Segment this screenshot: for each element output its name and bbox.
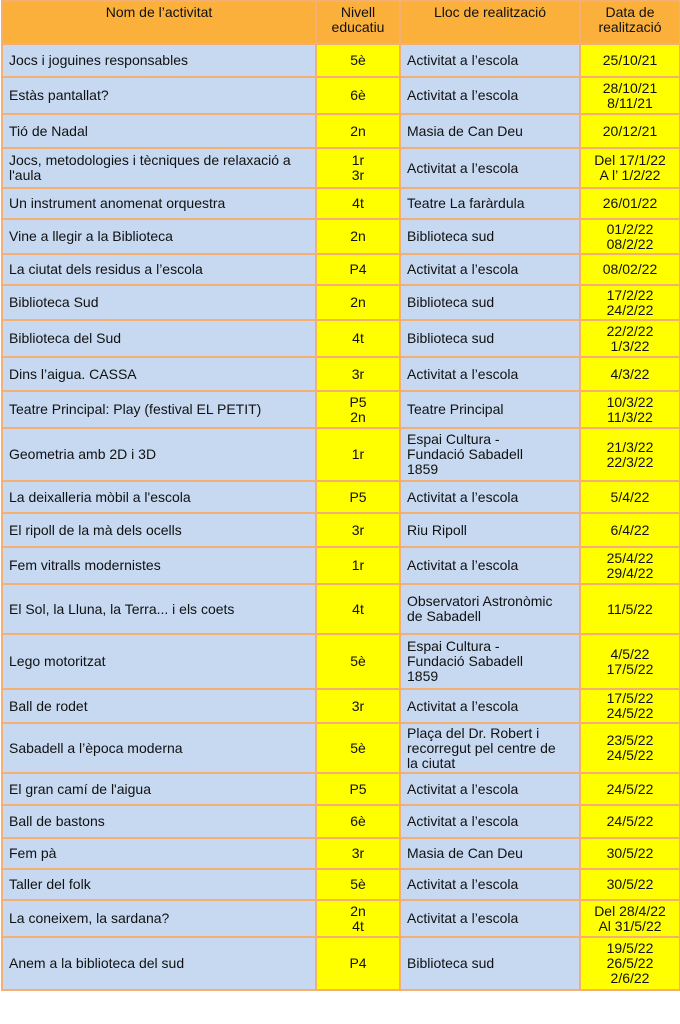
educational-level-cell: 4t xyxy=(316,320,400,357)
table-row xyxy=(2,254,680,285)
date-cell: 23/5/22 24/5/22 xyxy=(580,723,680,773)
location-cell: Activitat a l’escola xyxy=(400,689,580,723)
header-activity-name: Nom de l’activitat xyxy=(2,1,316,44)
table-row xyxy=(2,77,680,114)
activity-name-cell: Un instrument anomenat orquestra xyxy=(2,188,316,219)
location-cell: Biblioteca sud xyxy=(400,937,580,990)
activity-name-cell: Biblioteca Sud xyxy=(2,285,316,320)
educational-level-cell: P5 2n xyxy=(316,391,400,428)
educational-level-cell: 3r xyxy=(316,689,400,723)
date-cell: 22/2/22 1/3/22 xyxy=(580,320,680,357)
location-cell: Activitat a l’escola xyxy=(400,805,580,838)
date-cell: 4/5/22 17/5/22 xyxy=(580,634,680,689)
activity-name-cell: Fem pà xyxy=(2,838,316,869)
location-cell: Activitat a l’escola xyxy=(400,773,580,805)
activity-name-cell: La coneixem, la sardana? xyxy=(2,900,316,937)
activity-name-cell: Jocs, metodologies i tècniques de relaxació a l'aula xyxy=(2,148,316,188)
location-cell: Activitat a l’escola xyxy=(400,869,580,900)
activities-table xyxy=(1,0,680,991)
date-cell: 30/5/22 xyxy=(580,869,680,900)
educational-level-cell: 6è xyxy=(316,805,400,838)
educational-level-cell: P4 xyxy=(316,937,400,990)
educational-level-cell: 5è xyxy=(316,723,400,773)
date-cell: 20/12/21 xyxy=(580,114,680,148)
location-cell: Masia de Can Deu xyxy=(400,838,580,869)
educational-level-cell: 1r xyxy=(316,547,400,584)
table-row xyxy=(2,805,680,838)
location-cell: Riu Ripoll xyxy=(400,513,580,547)
table-row xyxy=(2,937,680,990)
activity-name-cell: Geometria amb 2D i 3D xyxy=(2,428,316,481)
educational-level-cell: 2n 4t xyxy=(316,900,400,937)
activity-name-cell: El ripoll de la mà dels ocells xyxy=(2,513,316,547)
table-row xyxy=(2,114,680,148)
date-cell: 28/10/21 8/11/21 xyxy=(580,77,680,114)
date-cell: 17/2/22 24/2/22 xyxy=(580,285,680,320)
date-cell: Del 17/1/22 A l’ 1/2/22 xyxy=(580,148,680,188)
activity-name-cell: La ciutat dels residus a l’escola xyxy=(2,254,316,285)
educational-level-cell: 4t xyxy=(316,584,400,634)
activity-name-cell: Biblioteca del Sud xyxy=(2,320,316,357)
table-row xyxy=(2,320,680,357)
location-cell: Activitat a l’escola xyxy=(400,547,580,584)
date-cell: 11/5/22 xyxy=(580,584,680,634)
educational-level-cell: 6è xyxy=(316,77,400,114)
location-cell: Activitat a l’escola xyxy=(400,254,580,285)
date-cell: Del 28/4/22 Al 31/5/22 xyxy=(580,900,680,937)
activity-name-cell: Sabadell a l’època moderna xyxy=(2,723,316,773)
activity-name-cell: La deixalleria mòbil a l'escola xyxy=(2,481,316,513)
activity-name-cell: Vine a llegir a la Biblioteca xyxy=(2,219,316,254)
activity-name-cell: Ball de bastons xyxy=(2,805,316,838)
date-cell: 26/01/22 xyxy=(580,188,680,219)
date-cell: 30/5/22 xyxy=(580,838,680,869)
location-cell: Observatori Astronòmic de Sabadell xyxy=(400,584,580,634)
educational-level-cell: 3r xyxy=(316,357,400,391)
location-cell: Plaça del Dr. Robert i recorregut pel centre de la ciutat xyxy=(400,723,580,773)
activity-name-cell: El Sol, la Lluna, la Terra... i els coets xyxy=(2,584,316,634)
location-cell: Activitat a l’escola xyxy=(400,44,580,77)
location-cell: Espai Cultura - Fundació Sabadell 1859 xyxy=(400,634,580,689)
date-cell: 25/4/22 29/4/22 xyxy=(580,547,680,584)
table-row xyxy=(2,391,680,428)
table-row xyxy=(2,773,680,805)
location-cell: Espai Cultura - Fundació Sabadell 1859 xyxy=(400,428,580,481)
date-cell: 10/3/22 11/3/22 xyxy=(580,391,680,428)
date-cell: 24/5/22 xyxy=(580,773,680,805)
educational-level-cell: 2n xyxy=(316,219,400,254)
activity-name-cell: Jocs i joguines responsables xyxy=(2,44,316,77)
educational-level-cell: 1r 3r xyxy=(316,148,400,188)
header-location: Lloc de realització xyxy=(400,1,580,44)
table-row xyxy=(2,148,680,188)
table-row xyxy=(2,44,680,77)
activity-name-cell: Estàs pantallat? xyxy=(2,77,316,114)
table-row xyxy=(2,869,680,900)
location-cell: Biblioteca sud xyxy=(400,320,580,357)
educational-level-cell: P5 xyxy=(316,481,400,513)
table-row xyxy=(2,428,680,481)
educational-level-cell: 5è xyxy=(316,869,400,900)
location-cell: Teatre Principal xyxy=(400,391,580,428)
date-cell: 5/4/22 xyxy=(580,481,680,513)
date-cell: 08/02/22 xyxy=(580,254,680,285)
table-row xyxy=(2,547,680,584)
educational-level-cell: 3r xyxy=(316,513,400,547)
location-cell: Activitat a l’escola xyxy=(400,481,580,513)
location-cell: Teatre La faràrdula xyxy=(400,188,580,219)
activity-name-cell: El gran camí de l'aigua xyxy=(2,773,316,805)
date-cell: 25/10/21 xyxy=(580,44,680,77)
table-row xyxy=(2,900,680,937)
table-row xyxy=(2,634,680,689)
educational-level-cell: P5 xyxy=(316,773,400,805)
table-row xyxy=(2,357,680,391)
date-cell: 19/5/22 26/5/22 2/6/22 xyxy=(580,937,680,990)
educational-level-cell: 4t xyxy=(316,188,400,219)
activity-name-cell: Ball de rodet xyxy=(2,689,316,723)
location-cell: Masia de Can Deu xyxy=(400,114,580,148)
date-cell: 01/2/22 08/2/22 xyxy=(580,219,680,254)
table-row xyxy=(2,689,680,723)
activity-name-cell: Teatre Principal: Play (festival EL PETIT) xyxy=(2,391,316,428)
date-cell: 24/5/22 xyxy=(580,805,680,838)
educational-level-cell: 2n xyxy=(316,114,400,148)
educational-level-cell: 1r xyxy=(316,428,400,481)
table-row xyxy=(2,285,680,320)
activity-name-cell: Anem a la biblioteca del sud xyxy=(2,937,316,990)
activity-name-cell: Fem vitralls modernistes xyxy=(2,547,316,584)
activity-name-cell: Lego motoritzat xyxy=(2,634,316,689)
date-cell: 6/4/22 xyxy=(580,513,680,547)
date-cell: 4/3/22 xyxy=(580,357,680,391)
location-cell: Activitat a l’escola xyxy=(400,900,580,937)
table-row xyxy=(2,584,680,634)
location-cell: Biblioteca sud xyxy=(400,285,580,320)
educational-level-cell: 2n xyxy=(316,285,400,320)
date-cell: 17/5/22 24/5/22 xyxy=(580,689,680,723)
activity-name-cell: Dins l’aigua. CASSA xyxy=(2,357,316,391)
location-cell: Activitat a l’escola xyxy=(400,148,580,188)
table-row xyxy=(2,838,680,869)
table-row xyxy=(2,513,680,547)
location-cell: Biblioteca sud xyxy=(400,219,580,254)
table-row xyxy=(2,481,680,513)
educational-level-cell: 5è xyxy=(316,634,400,689)
activity-name-cell: Taller del folk xyxy=(2,869,316,900)
header-row xyxy=(2,1,680,44)
educational-level-cell: P4 xyxy=(316,254,400,285)
activity-name-cell: Tió de Nadal xyxy=(2,114,316,148)
educational-level-cell: 5è xyxy=(316,44,400,77)
location-cell: Activitat a l’escola xyxy=(400,77,580,114)
educational-level-cell: 3r xyxy=(316,838,400,869)
table-row xyxy=(2,188,680,219)
date-cell: 21/3/22 22/3/22 xyxy=(580,428,680,481)
header-educational-level: Nivell educatiu xyxy=(316,1,400,44)
location-cell: Activitat a l’escola xyxy=(400,357,580,391)
table-row xyxy=(2,219,680,254)
table-row xyxy=(2,723,680,773)
header-date: Data de realització xyxy=(580,1,680,44)
